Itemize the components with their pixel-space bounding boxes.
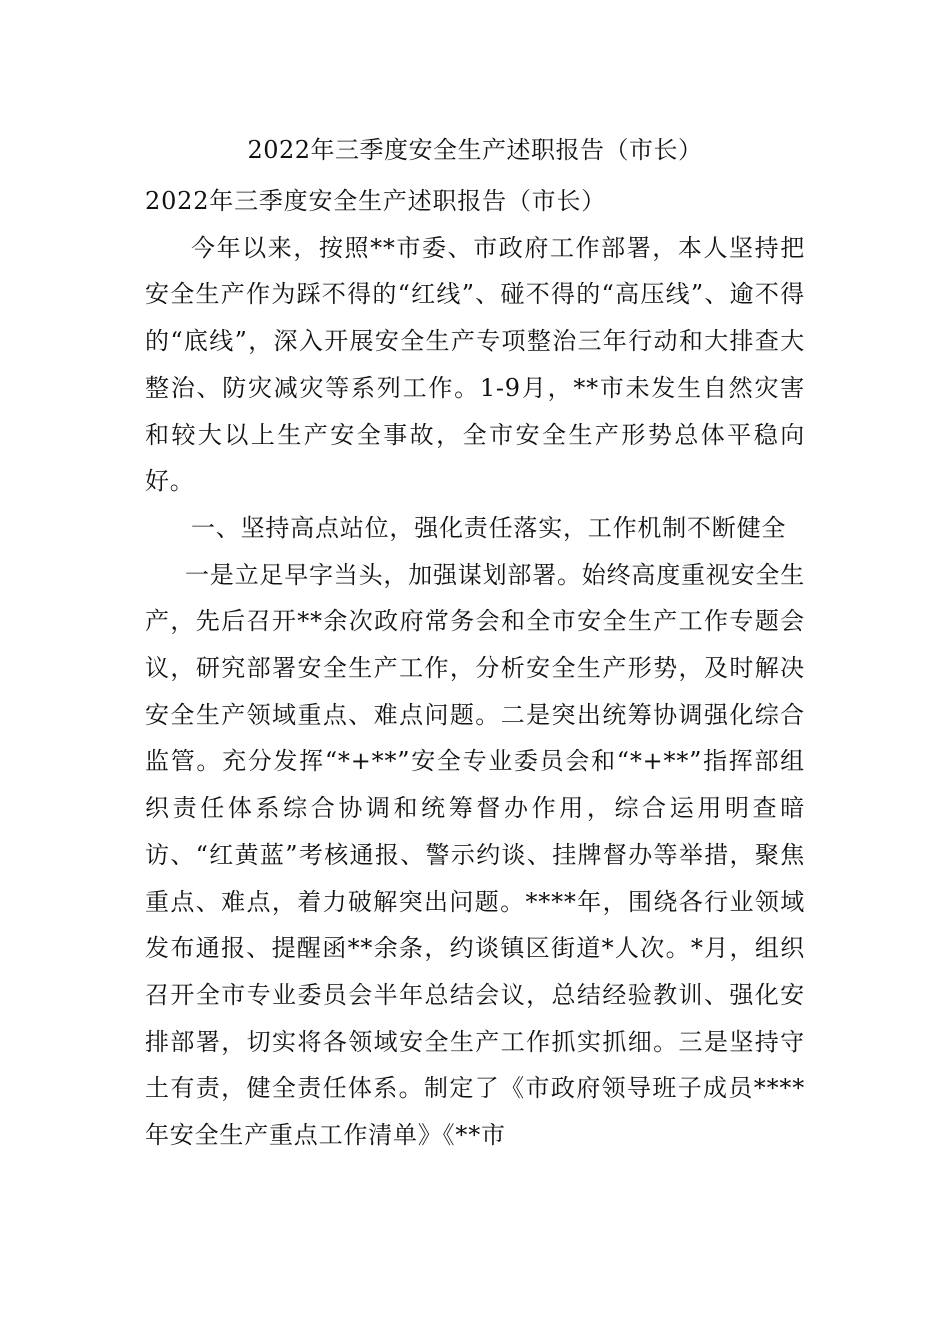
document-body xyxy=(145,178,805,1159)
document-subtitle: 2022年三季度安全生产述职报告（市长） xyxy=(145,187,607,215)
paragraph-section-one: 一是立足早字当头，加强谋划部署。始终高度重视安全生产，先后召开**余次政府常务会和全市安全生产工作专题会议，研究部署安全生产工作，分析安全生产形势，及时解决安全生产领域重点、难点问题。二是突出统筹协调强化综合监管。充分发挥“*+**”安全专业委员会和“*+**”指挥部组织责任体系综合协调和统筹督办作用，综合运用明查暗访、“红黄蓝”考核通报、警示约谈、挂牌督办等举措，聚焦重点、难点，着力破解突出问题。****年，围绕各行业领域发布通报、提醒函**余条，约谈镇区街道*人次。*月，组织召开全市专业委员会半年总结会议，总结经验教训、强化安排部署，切实将各领域安全生产工作抓实抓细。三是坚持守土有责，健全责任体系。制定了《市政府领导班子成员****年安全生产重点工作清单》《**市 xyxy=(145,560,805,1150)
section-heading: 一、坚持高点站位，强化责任落实，工作机制不断健全 xyxy=(191,513,787,542)
document-title: 2022年三季度安全生产述职报告（市长） xyxy=(247,136,703,164)
paragraph-intro: 今年以来，按照**市委、市政府工作部署，本人坚持把安全生产作为踩不得的“红线”、碰不得的“高压线”、逾不得的“底线”，深入开展安全生产专项整治三年行动和大排查大整治、防灾减灾等系列工作。1-9月，**市未发生自然灾害和较大以上生产安全事故，全市安全生产形势总体平稳向好。 xyxy=(145,233,805,496)
